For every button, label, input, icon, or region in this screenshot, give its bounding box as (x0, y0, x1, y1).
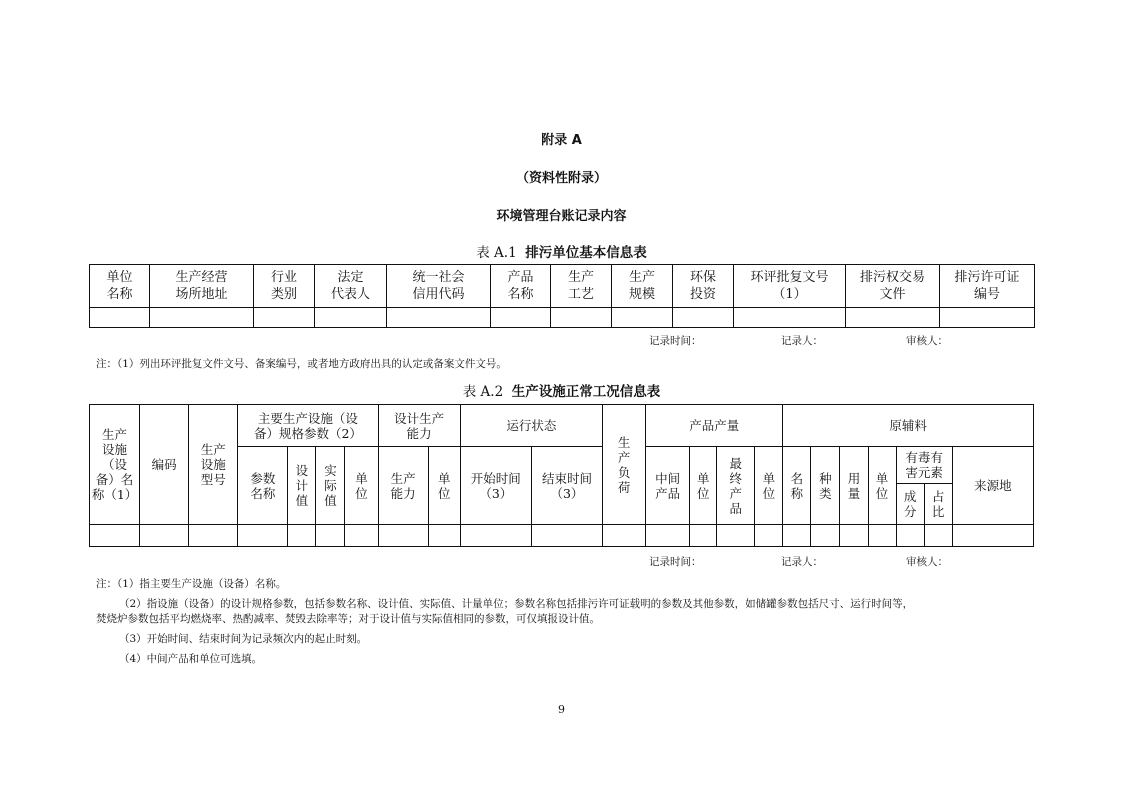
output-header: 产品产量 (646, 405, 783, 447)
empty-cell (734, 308, 846, 328)
empty-cell (551, 308, 612, 328)
material-amount-header: 用 量 (840, 447, 868, 525)
empty-cell (924, 525, 952, 547)
empty-cell (783, 525, 811, 547)
record-time-label: 记录时间： (649, 335, 702, 347)
empty-cell (238, 525, 288, 547)
design-value-header: 设 计 值 (288, 447, 316, 525)
design-capacity-header: 设计生产 能力 (378, 405, 460, 447)
empty-cell (90, 525, 140, 547)
empty-cell (646, 525, 690, 547)
empty-cell (846, 308, 940, 328)
empty-cell (90, 308, 150, 328)
note-a2-3: （3）开始时间、结束时间为记录频次内的起止时刻。 (119, 633, 368, 645)
facility-name-header: 生产 设施 （设 备）名 称（1） (90, 405, 140, 525)
header-cell: 排污权交易 文件 (846, 265, 940, 308)
record-time-label: 记录时间： (649, 556, 702, 568)
header-cell: 生产 规模 (612, 265, 673, 308)
empty-cell (673, 308, 734, 328)
header-cell: 单位 名称 (90, 265, 150, 308)
toxic-elements-header: 有毒有 害元素 (896, 447, 952, 484)
run-state-header: 运行状态 (460, 405, 602, 447)
load-header: 生 产 负 荷 (603, 405, 646, 525)
material-name-header: 名 称 (783, 447, 811, 525)
table-a1-caption-num: 表 A.1 (476, 245, 517, 261)
table-a1-caption-title: 排污单位基本信息表 (525, 245, 647, 261)
recorder-label: 记录人： (781, 335, 823, 347)
empty-cell (428, 525, 460, 547)
materials-header: 原辅料 (783, 405, 1034, 447)
intermediate-product-header: 中间 产品 (646, 447, 690, 525)
start-time-header: 开始时间 （3） (460, 447, 531, 525)
empty-cell (189, 525, 238, 547)
empty-cell (840, 525, 868, 547)
table-a2 (89, 404, 1034, 547)
reviewer-label: 审核人： (906, 335, 948, 347)
note-a2-4: （4）中间产品和单位可选填。 (119, 653, 263, 665)
table-a1-caption (0, 245, 1123, 261)
note-a2-2: （2）指设施（设备）的设计规格参数，包括参数名称、设计值、实际值、计量单位；参数名称包括排污许可证载明的参数及其他参数，如储罐参数包括尺寸、运行时间等， (119, 598, 914, 610)
empty-cell (387, 308, 491, 328)
param-unit-header: 单 位 (345, 447, 378, 525)
empty-cell (531, 525, 602, 547)
header-cell: 产品 名称 (491, 265, 551, 308)
empty-cell (868, 525, 896, 547)
empty-cell (460, 525, 531, 547)
main-params-header: 主要生产设施（设 备）规格参数（2） (238, 405, 378, 447)
header-cell: 环评批复文号 （1） (734, 265, 846, 308)
empty-cell (140, 525, 189, 547)
code-header: 编码 (140, 405, 189, 525)
intermediate-unit-header: 单 位 (690, 447, 717, 525)
empty-cell (491, 308, 551, 328)
material-unit-header: 单 位 (868, 447, 896, 525)
final-product-header: 最 终 产 品 (717, 447, 755, 525)
source-header: 来源地 (952, 447, 1033, 525)
empty-cell (603, 525, 646, 547)
facility-model-header: 生产 设施 型号 (189, 405, 238, 525)
page-number: 9 (558, 703, 565, 716)
appendix-title: 附录 A (541, 133, 582, 148)
header-cell: 法定 代表人 (315, 265, 387, 308)
empty-cell (315, 308, 387, 328)
recorder-label: 记录人： (781, 556, 823, 568)
material-type-header: 种 类 (811, 447, 840, 525)
appendix-subject: 环境管理台账记录内容 (496, 209, 627, 224)
empty-cell (254, 308, 315, 328)
table-a2-caption-num: 表 A.2 (462, 384, 504, 400)
header-cell: 统一社会 信用代码 (387, 265, 491, 308)
table-a2-caption-title: 生产设施正常工况信息表 (511, 384, 661, 400)
capacity-unit-header: 单 位 (428, 447, 460, 525)
reviewer-label: 审核人： (906, 556, 948, 568)
note-a1: 注：（1）列出环评批复文件文号、备案编号，或者地方政府出具的认定或备案文件文号。 (96, 358, 507, 370)
end-time-header: 结束时间 （3） (531, 447, 602, 525)
empty-cell (316, 525, 345, 547)
empty-cell (952, 525, 1033, 547)
empty-cell (755, 525, 783, 547)
header-cell: 生产 工艺 (551, 265, 612, 308)
empty-cell (690, 525, 717, 547)
header-cell: 行业 类别 (254, 265, 315, 308)
empty-cell (612, 308, 673, 328)
param-name-header: 参数 名称 (238, 447, 288, 525)
header-cell: 排污许可证 编号 (940, 265, 1035, 308)
appendix-type: （资料性附录） (515, 171, 607, 186)
empty-cell (717, 525, 755, 547)
actual-value-header: 实 际 值 (316, 447, 345, 525)
component-header: 成 分 (896, 484, 924, 525)
table-a1 (89, 264, 1035, 328)
empty-cell (288, 525, 316, 547)
capacity-header: 生产 能力 (378, 447, 428, 525)
header-cell: 生产经营 场所地址 (150, 265, 254, 308)
empty-cell (940, 308, 1035, 328)
final-unit-header: 单 位 (755, 447, 783, 525)
empty-cell (345, 525, 378, 547)
empty-cell (811, 525, 840, 547)
empty-cell (378, 525, 428, 547)
empty-cell (150, 308, 254, 328)
table-a2-caption (0, 384, 1123, 400)
empty-cell (896, 525, 924, 547)
note-a2-2-cont: 焚烧炉参数包括平均燃烧率、热酌减率、焚毁去除率等；对于设计值与实际值相同的参数，可仅填报设计值。 (96, 613, 600, 625)
ratio-header: 占 比 (924, 484, 952, 525)
note-a2-1: 注：（1）指主要生产设施（设备）名称。 (96, 578, 287, 590)
header-cell: 环保 投资 (673, 265, 734, 308)
